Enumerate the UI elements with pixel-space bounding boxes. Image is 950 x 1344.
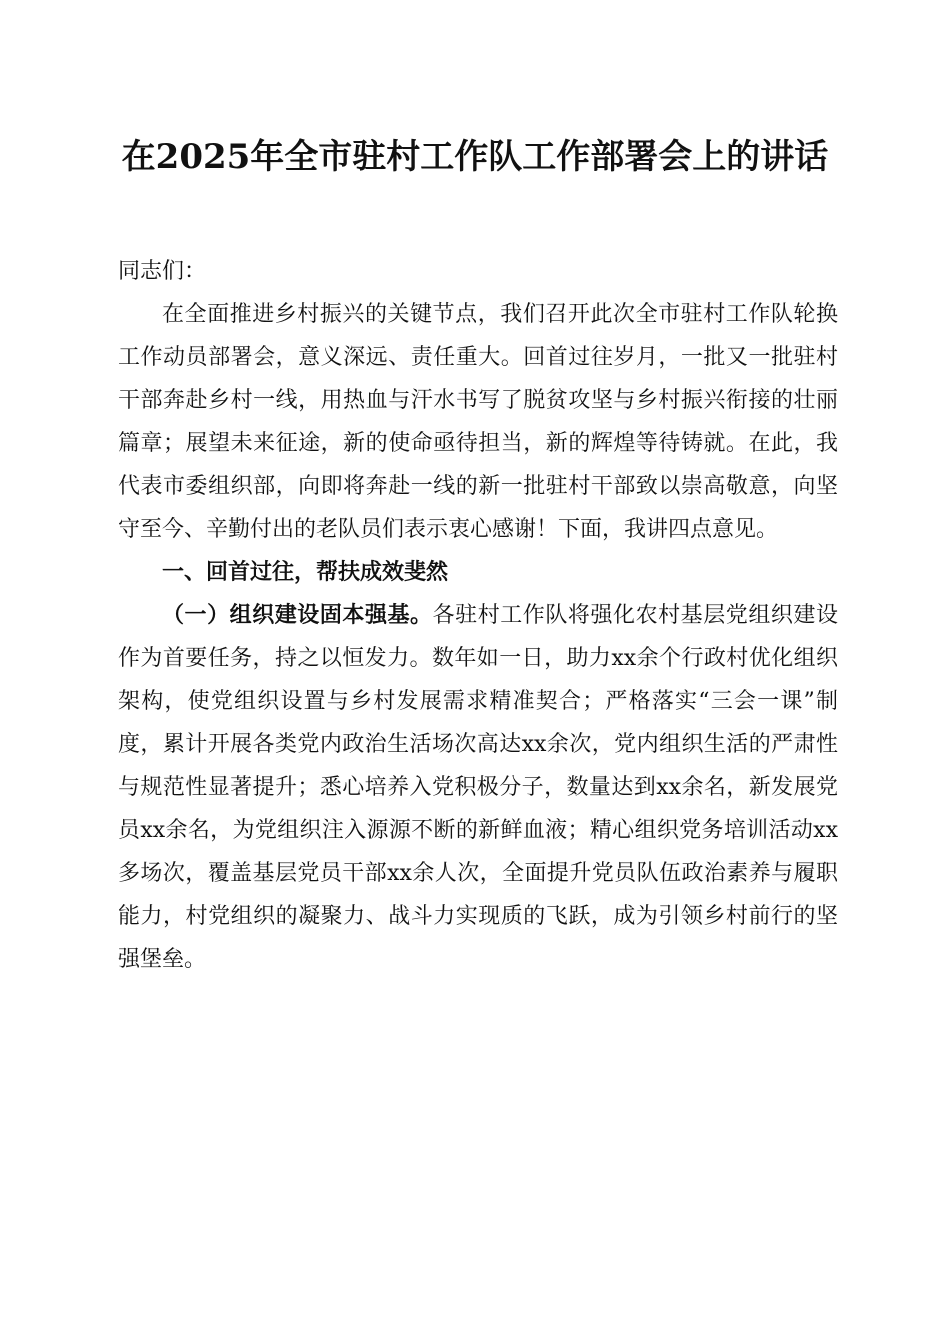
subsection-paragraph — [118, 594, 838, 981]
document-body — [118, 250, 838, 981]
intro-paragraph: 在全面推进乡村振兴的关键节点，我们召开此次全市驻村工作队轮换工作动员部署会，意义深远、责任重大。回首过往岁月，一批又一批驻村干部奔赴乡村一线，用热血与汗水书写了脱贫攻坚与乡村振兴衔接的壮丽篇章；展望未来征途，新的使命亟待担当，新的辉煌等待铸就。在此，我代表市委组织部，向即将奔赴一线的新一批驻村干部致以崇高敬意，向坚守至今、辛勤付出的老队员们表示衷心感谢！下面，我讲四点意见。 — [118, 302, 838, 542]
document-title: 在2025年全市驻村工作队工作部署会上的讲话 — [121, 137, 829, 177]
salutation: 同志们： — [118, 259, 207, 284]
subsection-heading: （一）组织建设固本强基。 — [162, 602, 433, 628]
subsection-text: 各驻村工作队将强化农村基层党组织建设作为首要任务，持之以恒发力。数年如一日，助力xx余个行政村优化组织架构，使党组织设置与乡村发展需求精准契合；严格落实“三会一课”制度，累计开展各类党内政治生活场次高达xx余次，党内组织生活的严肃性与规范性显著提升；悉心培养入党积极分子，数量达到xx余名，新发展党员xx余名，为党组织注入源源不断的新鲜血液；精心组织党务培训活动xx多场次，覆盖基层党员干部xx余人次，全面提升党员队伍政治素养与履职能力，村党组织的凝聚力、战斗力实现质的飞跃，成为引领乡村前行的坚强堡垒。 — [118, 603, 838, 972]
section-heading: 一、回首过往，帮扶成效斐然 — [162, 560, 449, 585]
